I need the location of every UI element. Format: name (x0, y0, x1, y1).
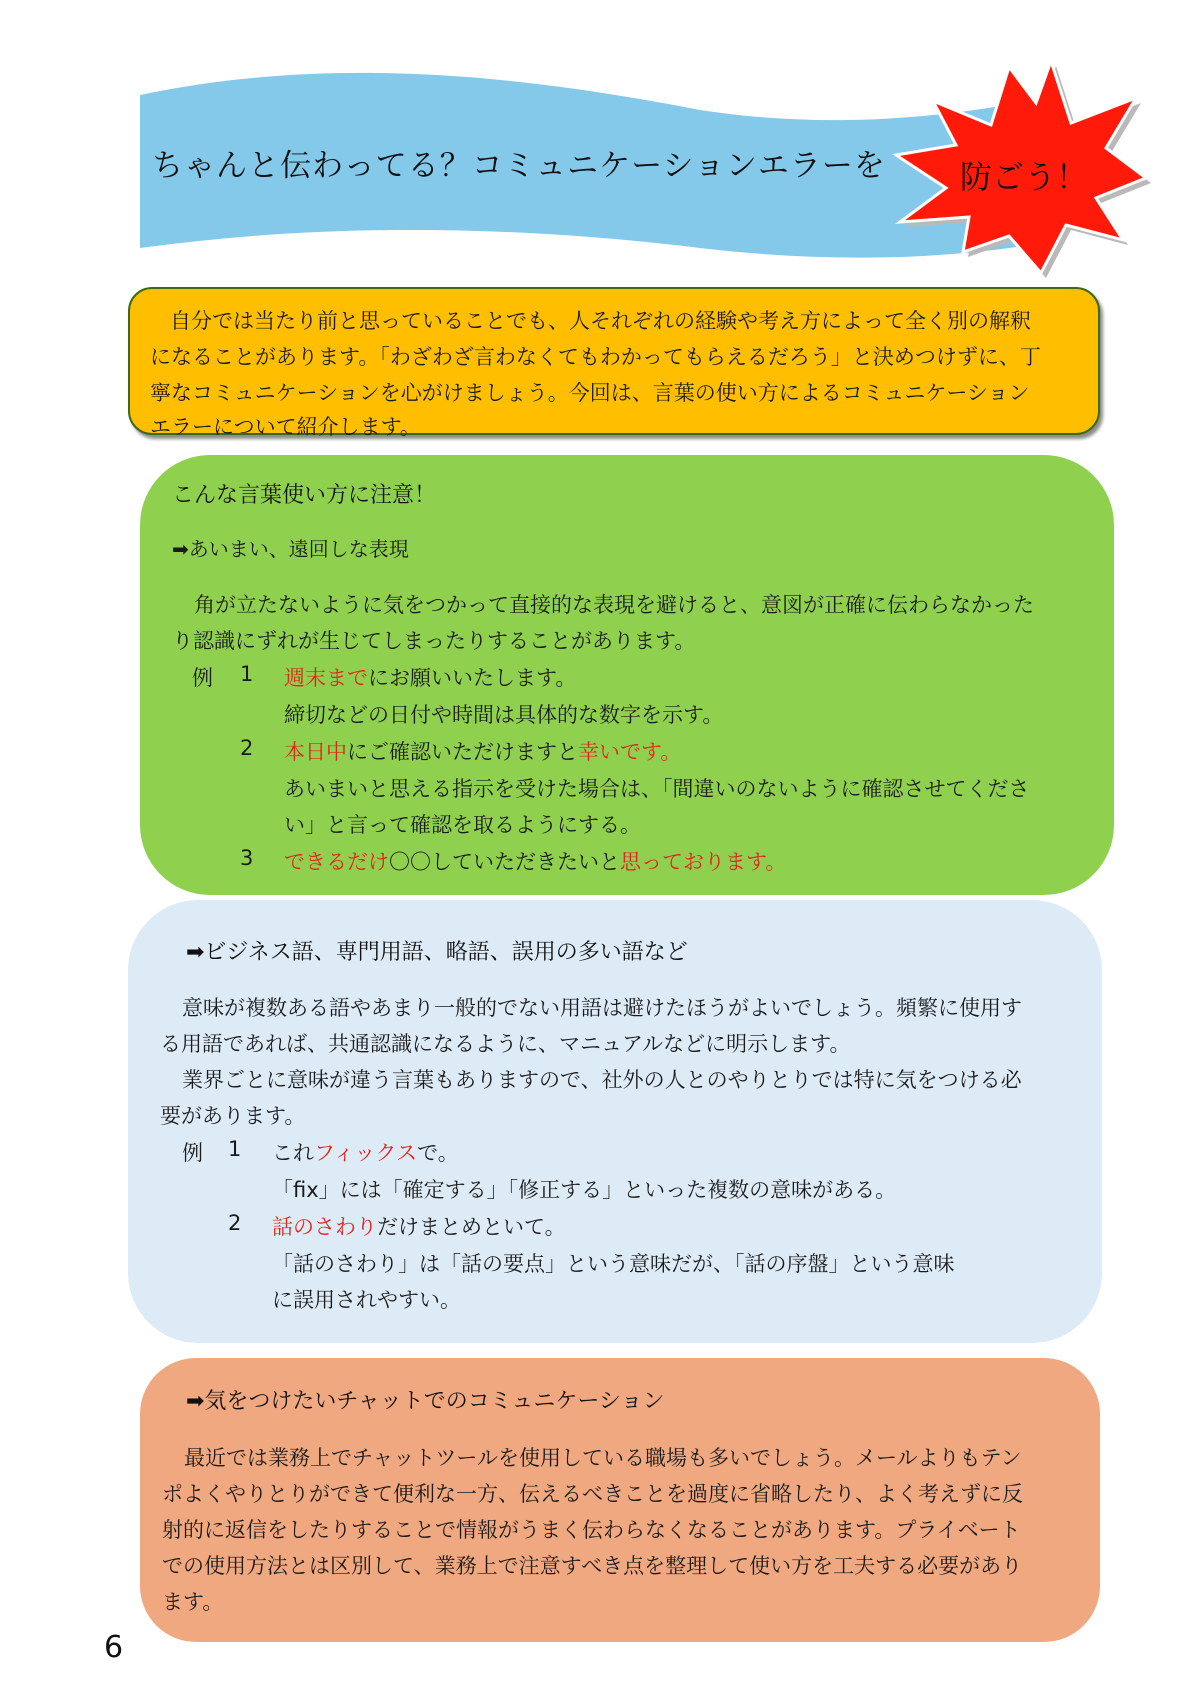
example-number: 1 (240, 662, 254, 686)
paragraph-line: 意味が複数ある語やあまり一般的でない用語は避けたほうがよいでしょう。頻繁に使用す (182, 996, 1022, 1020)
example-label: 例 (182, 1141, 203, 1165)
section-subheading: ➡あいまい、遠回しな表現 (172, 537, 409, 561)
paragraph-line: 最近では業務上でチャットツールを使用している職場も多いでしょう。メールよりもテン (184, 1446, 1022, 1470)
intro-line: 自分では当たり前と思っていることでも、人それぞれの経験や考え方によって全く別の解釈 (170, 309, 1031, 333)
section-jargon (128, 900, 1102, 1343)
highlight-text: 幸いです。 (578, 740, 682, 764)
paragraph-line: 業界ごとに意味が違う言葉もありますので、社外の人とのやりとりでは特に気をつける必 (182, 1068, 1022, 1092)
section-ambiguous-expressions (140, 455, 1114, 895)
example-number: 2 (228, 1211, 242, 1235)
intro-line: エラーについて紹介します。 (150, 415, 421, 439)
paragraph-line: 角が立たないように気をつかって直接的な表現を避けると、意図が正確に伝わらなかった (194, 593, 1034, 617)
highlight-text: 週末まで (284, 666, 368, 690)
example-text (284, 846, 786, 876)
example-body: で。 (417, 1141, 459, 1165)
section-heading: ➡気をつけたいチャットでのコミュニケーション (186, 1389, 665, 1414)
example-body: にお願いいたします。 (368, 666, 577, 690)
intro-line: になることがあります。「わざわざ言わなくてもわかってもらえるだろう」と決めつけずに、丁 (150, 345, 1041, 369)
paragraph-line: 射的に返信をしたりすることで情報がうまく伝わらなくなることがあります。プライベート (162, 1518, 1021, 1542)
example-text (272, 1211, 566, 1241)
highlight-text: できるだけ (284, 850, 389, 874)
section-heading: こんな言葉使い方に注意！ (172, 483, 437, 508)
example-body: にご確認いただけますと (347, 740, 578, 764)
page-title: ちゃんと伝わってる？コミュニケーションエラーを (152, 148, 886, 184)
burst-label: 防ごう！ (960, 158, 1089, 196)
example-body: これ (272, 1141, 314, 1165)
example-body: だけまとめといて。 (377, 1215, 566, 1239)
paragraph-line: り認識にずれが生じてしまったりすることがあります。 (172, 629, 696, 653)
example-note: 「話のさわり」は「話の要点」という意味だが、「話の序盤」という意味 (272, 1252, 955, 1276)
example-number: 2 (240, 736, 254, 760)
example-note: 「fix」には「確定する」「修正する」といった複数の意味がある。 (272, 1178, 897, 1202)
example-body: 〇〇していただきたいと (389, 850, 620, 874)
paragraph-line: ます。 (162, 1590, 224, 1614)
paragraph-line: 要があります。 (160, 1104, 306, 1128)
paragraph-line: での使用方法とは区別して、業務上で注意すべき点を整理して使い方を工夫する必要があり (162, 1554, 1023, 1578)
section-chat-communication (140, 1358, 1100, 1642)
highlight-text: 思っております。 (620, 850, 787, 874)
example-note: に誤用されやすい。 (272, 1288, 461, 1312)
example-number: 3 (240, 846, 254, 870)
highlight-text: フィックス (314, 1141, 418, 1165)
highlight-text: 本日中 (284, 740, 347, 764)
example-number: 1 (228, 1137, 242, 1161)
example-note: い」と言って確認を取るようにする。 (284, 813, 641, 837)
example-note: あいまいと思える指示を受けた場合は、「間違いのないように確認させてくださ (284, 777, 1030, 801)
intro-box (128, 287, 1100, 439)
paragraph-line: る用語であれば、共通認識になるように、マニュアルなどに明示します。 (160, 1032, 851, 1056)
page-number: 6 (104, 1630, 124, 1665)
example-text (284, 662, 576, 692)
example-note: 締切などの日付や時間は具体的な数字を示す。 (284, 703, 724, 727)
example-text (284, 736, 681, 766)
section-heading: ➡ビジネス語、専門用語、略語、誤用の多い語など (186, 940, 688, 965)
example-text (272, 1137, 459, 1167)
intro-line: 寧なコミュニケーションを心がけましょう。今回は、言葉の使い方によるコミュニケーション (150, 381, 1030, 405)
highlight-text: 話のさわり (272, 1215, 377, 1239)
paragraph-line: ポよくやりとりができて便利な一方、伝えるべきことを過度に省略したり、よく考えずに反 (162, 1482, 1023, 1506)
example-label: 例 (192, 666, 213, 690)
